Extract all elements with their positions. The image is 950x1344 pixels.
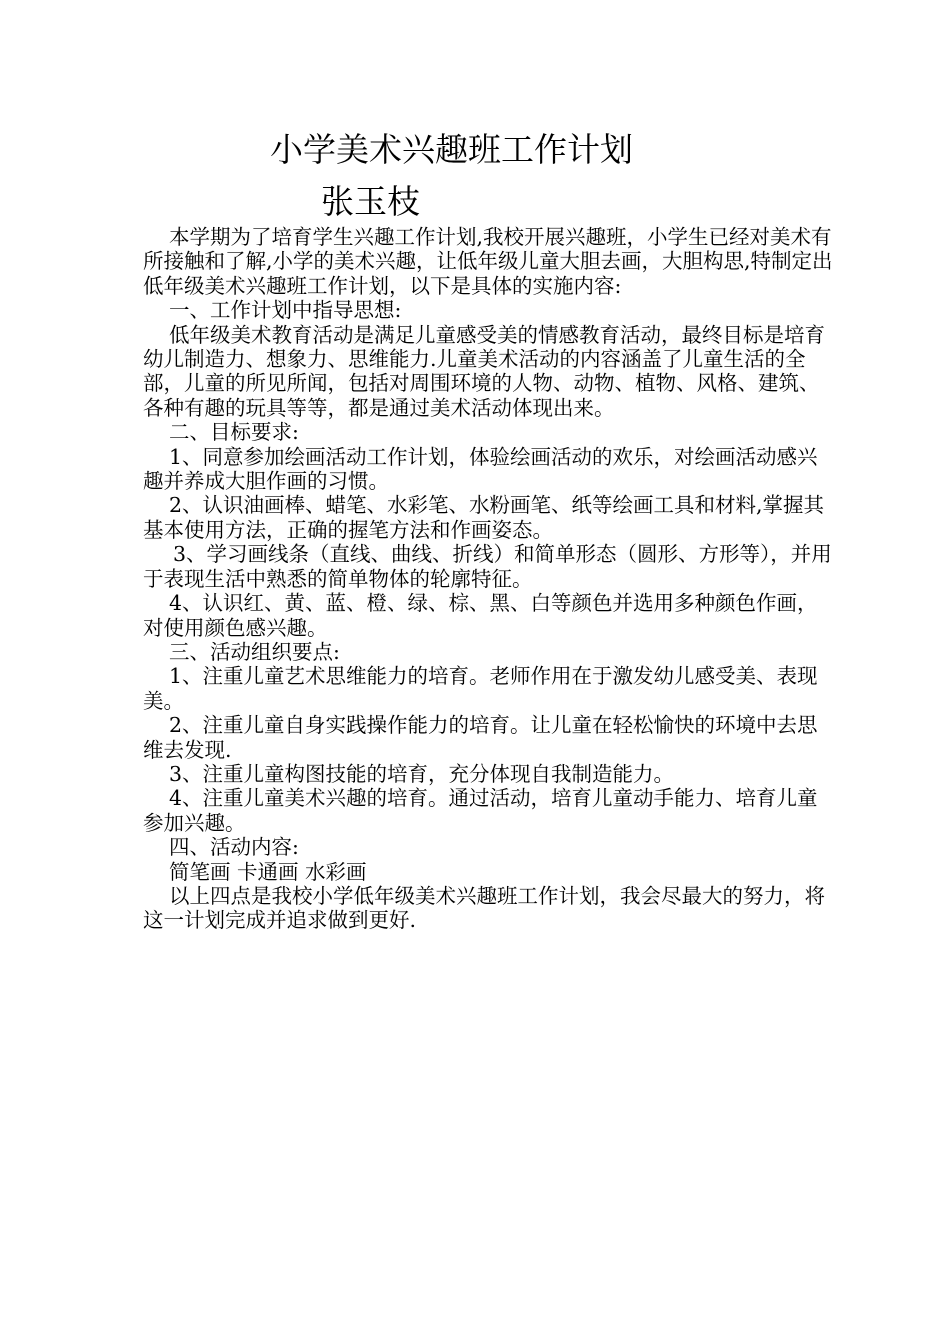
goal-item-4: 4、认识红、黄、蓝、橙、绿、棕、黑、白等颜色并选用多种颜色作画，对使用颜色感兴趣。 (143, 591, 818, 640)
section-heading-activities: 四、活动内容: (169, 835, 299, 860)
guiding-ideas-paragraph: 低年级美术教育活动是满足儿童感受美的情感教育活动，最终目标是培育幼儿制造力、想象力、思维能力.儿童美术活动的内容涵盖了儿童生活的全部，儿童的所见所闻，包括对周围环境的人物、动物、植物、风格、建筑、各种有趣的玩具等等，都是通过美术活动体现出来。 (143, 322, 825, 420)
goal-item-1: 1、同意参加绘画活动工作计划，体验绘画活动的欢乐，对绘画活动感兴趣并养成大胆作画的习惯。 (143, 444, 818, 494)
closing-paragraph: 以上四点是我校小学低年级美术兴趣班工作计划，我会尽最大的努力，将这一计划完成并追求做到更好. (143, 883, 825, 933)
section-heading-guiding-ideas: 一、工作计划中指导思想: (169, 298, 402, 323)
intro-paragraph: 本学期为了培育学生兴趣工作计划,我校开展兴趣班，小学生已经对美术有所接触和了解,小学的美术兴趣，让低年级儿童大胆去画，大胆构思,特制定出低年级美术兴趣班工作计划，以下是具体的实施内容: (143, 225, 833, 298)
document-body (143, 225, 833, 933)
key-point-item-2: 2、注重儿童自身实践操作能力的培育。让儿童在轻松愉快的环境中去思维去发现. (143, 713, 818, 762)
goal-item-2: 2、认识油画棒、蜡笔、水彩笔、水粉画笔、纸等绘画工具和材料,掌握其基本使用方法，正确的握笔方法和作画姿态。 (143, 493, 825, 542)
key-point-item-3: 3、注重儿童构图技能的培育，充分体现自我制造能力。 (169, 761, 675, 786)
section-heading-goals: 二、目标要求: (169, 420, 299, 445)
key-point-item-1: 1、注重儿童艺术思维能力的培育。老师作用在于激发幼儿感受美、表现美。 (143, 664, 818, 713)
document-author: 张玉枝 (321, 182, 420, 221)
goal-item-3: 3、学习画线条（直线、曲线、折线）和简单形态（圆形、方形等），并用于表现生活中熟悉的简单物体的轮廓特征。 (143, 542, 832, 591)
key-point-item-4: 4、注重儿童美术兴趣的培育。通过活动，培育儿童动手能力、培育儿童参加兴趣。 (143, 786, 818, 835)
activities-list: 简笔画 卡通画 水彩画 (169, 859, 367, 884)
section-heading-key-points: 三、活动组织要点: (169, 639, 340, 664)
document-title: 小学美术兴趣班工作计划 (270, 130, 633, 169)
